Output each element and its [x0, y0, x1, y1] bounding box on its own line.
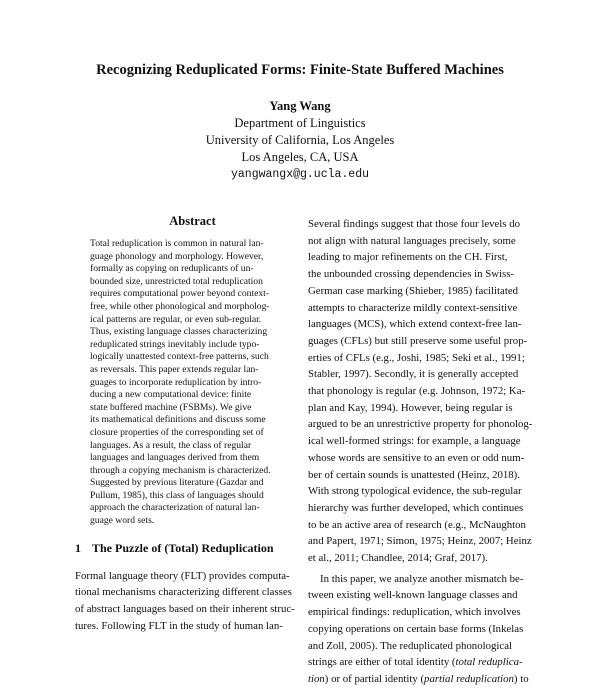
paragraph-line: and Papert, 1971; Simon, 1975; Heinz, 2007; Heinz	[308, 535, 532, 548]
section-line: Formal language theory (FLT) provides computa-	[75, 569, 290, 582]
abstract-line: Pullum, 1985), this class of languages should	[90, 489, 264, 501]
abstract-line: formally as copying on reduplicants of un-	[90, 263, 254, 275]
paragraph-line: the unbounded crossing dependencies in Swiss-	[308, 268, 515, 281]
paragraph-line: guages (CFLs) but still preserve some useful prop-	[308, 334, 528, 347]
right-column	[308, 216, 532, 688]
abstract-line: guages to incorporate reduplication by intro-	[90, 376, 262, 388]
paragraph-line: to be an active area of research (e.g., McNaughton	[308, 518, 526, 531]
paragraph-line: hierarchy was further developed, which continues	[308, 501, 524, 514]
paragraph-line: copying operations on certain base forms (Inkelas	[308, 622, 524, 635]
paragraph-line: strings are either of total identity (total reduplica-	[308, 656, 523, 669]
paragraph-line: ber of certain sounds is unattested (Heinz, 2018).	[308, 468, 520, 481]
paragraph-line: tween existing well-known language classes and	[308, 589, 518, 602]
abstract-line: ducing a new computational device: finite	[90, 389, 252, 401]
abstract-line: approach the characterization of natural lan-	[90, 502, 260, 514]
author-university: University of California, Los Angeles	[205, 133, 395, 147]
abstract-line: reduplicated strings inevitably include typo-	[90, 338, 260, 350]
abstract-line: guage word sets.	[90, 515, 155, 527]
section-heading	[75, 541, 295, 556]
abstract-line: languages and languages derived from them	[90, 452, 260, 464]
abstract-line: logically unattested context-free patterns, such	[90, 351, 269, 363]
paragraph-line: tion) or of partial identity (partial reduplication) to	[308, 672, 529, 685]
abstract-line: languages. As a result, the class of regular	[90, 439, 252, 451]
paragraph-line: and Zoll, 2005). The reduplicated phonological	[308, 639, 512, 652]
paragraph-line: attempts to characterize mildly context-sensitive	[308, 301, 518, 314]
abstract-line: ical patterns are regular, or even sub-regular.	[90, 313, 262, 325]
section-body	[75, 568, 295, 635]
paper-title: Recognizing Reduplicated Forms: Finite-State Buffered Machines	[96, 62, 504, 78]
right-paragraph-2	[308, 571, 532, 688]
paragraph-line: In this paper, we analyze another mismatch be-	[320, 572, 524, 585]
paragraph-line: argued to be an unrestrictive property for phonolog-	[308, 418, 532, 431]
abstract-line: guage phonology and morphology. However,	[90, 250, 264, 262]
right-paragraph-1	[308, 216, 532, 567]
abstract-line: requires computational power beyond context-	[90, 288, 270, 300]
abstract-line: through a copying mechanism is characterized.	[90, 464, 271, 476]
paragraph-line: et al., 2011; Chandlee, 2014; Graf, 2017).	[308, 552, 488, 565]
abstract-line: free, while other phonological and morpholog-	[90, 300, 270, 312]
paragraph-line: not align with natural languages precisely, some	[308, 234, 516, 247]
author-location: Los Angeles, CA, USA	[241, 150, 359, 164]
abstract-line: state buffered machine (FSBMs). We give	[90, 401, 252, 413]
section-line: tional mechanisms characterizing different classes	[75, 586, 292, 599]
paragraph-line: empirical findings: reduplication, which involves	[308, 606, 521, 619]
abstract-line: closure properties of the corresponding set of	[90, 426, 264, 438]
paragraph-line: languages (MCS), which extend context-free lan-	[308, 318, 522, 331]
section-title: The Puzzle of (Total) Reduplication	[92, 540, 274, 555]
paragraph-line: Several findings suggest that those four levels do	[308, 218, 520, 230]
abstract-line: as reversals. This paper extends regular lan-	[90, 363, 259, 375]
author-name: Yang Wang	[269, 99, 331, 113]
left-column	[75, 214, 295, 634]
abstract-line: Suggested by previous literature (Gazdar and	[90, 477, 264, 489]
paragraph-line: ical well-formed strings: for example, a language	[308, 435, 521, 448]
section-line: tures. Following FLT in the study of human lan-	[75, 619, 283, 632]
author-block	[0, 98, 600, 183]
paragraph-line: With strong typological evidence, the sub-regular	[308, 485, 522, 498]
paragraph-line: erties of CFLs (e.g., Joshi, 1985; Seki et al., 1991;	[308, 351, 525, 364]
paragraph-line: leading to major refinements on the CH. First,	[308, 251, 508, 264]
author-department: Department of Linguistics	[234, 116, 366, 130]
paragraph-line: plan and Kay, 1994). However, being regular is	[308, 401, 513, 414]
abstract-line: Total reduplication is common in natural lan-	[90, 238, 264, 249]
abstract-line: Thus, existing language classes characterizing	[90, 326, 268, 338]
section-number: 1	[75, 540, 81, 555]
paragraph-line: whose words are sensitive to an even or odd num-	[308, 451, 525, 464]
abstract-heading: Abstract	[169, 214, 216, 228]
author-email: yangwangx@g.ucla.edu	[230, 168, 370, 181]
paragraph-line: German case marking (Shieber, 1985) facilitated	[308, 284, 519, 297]
paragraph-line: Stabler, 1997). Secondly, it is generally accepted	[308, 368, 519, 381]
abstract-line: its mathematical definitions and discuss some	[90, 414, 266, 426]
abstract-body	[90, 238, 293, 528]
section-line: of abstract languages based on their inherent struc-	[75, 603, 295, 616]
abstract-line: bounded size, unrestricted total reduplication	[90, 275, 263, 287]
paragraph-line: that phonology is regular (e.g. Johnson, 1972; Ka-	[308, 385, 526, 398]
